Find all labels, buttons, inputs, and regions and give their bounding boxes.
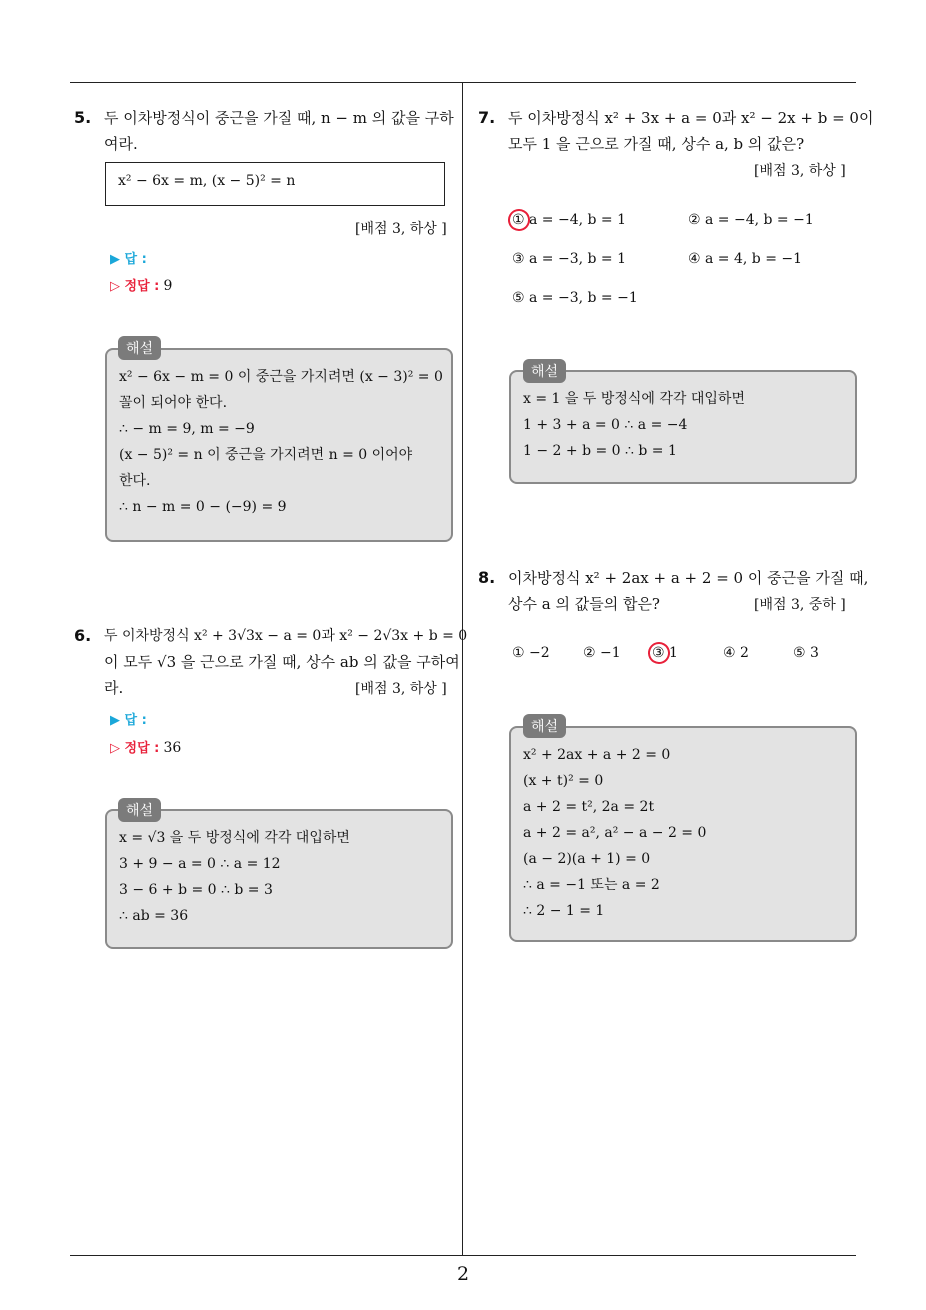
q8-choice-4[interactable]: ④ 2 [723,645,749,661]
q5-expl-line: 꼴이 되어야 한다. [119,395,228,411]
q6-expl-line: 3 + 9 − a = 0 ∴ a = 12 [119,856,281,872]
q7-selected-circle-icon [506,207,533,234]
q5-number: 5. [74,108,92,127]
q8-text-line2: 상수 a 의 값들의 합은? [508,595,660,613]
q6-expl-line: x = √3 을 두 방정식에 각각 대입하면 [119,830,350,846]
q6-expl-line: 3 − 6 + b = 0 ∴ b = 3 [119,882,273,898]
q5-expl-line: x² − 6x − m = 0 이 중근을 가지려면 (x − 3)² = 0 [119,369,443,385]
q7-text-line2: 모두 1 을 근으로 가질 때, 상수 a, b 의 값은? [508,135,805,153]
q5-explanation-tag: 해설 [118,336,161,360]
q6-text-line3: 라. [104,679,124,697]
q6-number: 6. [74,626,92,645]
q6-meta: [배점 3, 하상 ] [355,681,447,697]
q6-text-line1: 두 이차방정식 x² + 3√3x − a = 0과 x² − 2√3x + b = 0 [104,628,468,644]
q5-expl-line: ∴ n − m = 0 − (−9) = 9 [119,499,287,515]
q6-text-line2: 이 모두 √3 을 근으로 가질 때, 상수 ab 의 값을 구하여 [104,653,460,671]
q8-expl-line: (a − 2)(a + 1) = 0 [523,851,651,867]
q8-choice-1[interactable]: ① −2 [512,645,550,661]
q7-meta: [배점 3, 하상 ] [754,163,846,179]
q8-expl-line: a + 2 = a², a² − a − 2 = 0 [523,825,707,841]
q6-correct-value: 36 [163,740,182,756]
q5-condition-text: x² − 6x = m, (x − 5)² = n [118,173,296,189]
q8-choice-5[interactable]: ⑤ 3 [793,645,819,661]
q8-expl-line: a + 2 = t², 2a = 2t [523,799,655,815]
q5-meta: [배점 3, 하상 ] [355,221,447,237]
q7-number: 7. [478,108,496,127]
q5-text-line1: 두 이차방정식이 중근을 가질 때, n − m 의 값을 구하 [104,109,454,127]
q8-selected-circle-icon [646,640,673,667]
q6-correct-label: ▷ 정답 : [110,741,160,756]
q6-correct-answer [110,737,181,756]
q5-condition-box [105,162,445,206]
q7-expl-line: 1 − 2 + b = 0 ∴ b = 1 [523,443,677,459]
q5-explanation [105,348,453,542]
q7-text-line1: 두 이차방정식 x² + 3x + a = 0과 x² − 2x + b = 0이 [508,109,874,127]
q7-explanation [509,370,857,484]
q8-text-line1: 이차방정식 x² + 2ax + a + 2 = 0 이 중근을 가질 때, [508,569,869,587]
q5-expl-line: 한다. [119,473,151,489]
q5-text-line2: 여라. [104,135,138,153]
q6-explanation [105,809,453,949]
q7-choice-1[interactable]: ① a = −4, b = 1 [512,212,627,228]
q5-expl-line: (x − 5)² = n 이 중근을 가지려면 n = 0 이어야 [119,447,413,463]
q7-choice-3[interactable]: ③ a = −3, b = 1 [512,251,627,267]
page-number: 2 [456,1263,470,1285]
q8-choice-2[interactable]: ② −1 [583,645,621,661]
q7-expl-line: 1 + 3 + a = 0 ∴ a = −4 [523,417,688,433]
q8-meta: [배점 3, 중하 ] [754,597,846,613]
q8-choice-3[interactable]: ③ 1 [652,645,678,661]
q5-correct-label: ▷ 정답 : [110,279,160,294]
q8-expl-line: ∴ 2 − 1 = 1 [523,903,605,919]
q7-choice-2[interactable]: ② a = −4, b = −1 [688,212,814,228]
q5-expl-line: ∴ − m = 9, m = −9 [119,421,255,437]
bottom-rule [70,1255,856,1256]
q6-expl-line: ∴ ab = 36 [119,908,189,924]
q7-choice-5[interactable]: ⑤ a = −3, b = −1 [512,290,638,306]
q7-choice-4[interactable]: ④ a = 4, b = −1 [688,251,803,267]
q8-expl-line: ∴ a = −1 또는 a = 2 [523,877,660,893]
q6-answer-label: ▶ 답 : [110,713,147,728]
q8-explanation-tag: 해설 [523,714,566,738]
top-rule [70,82,856,83]
q8-expl-line: (x + t)² = 0 [523,773,604,789]
q7-explanation-tag: 해설 [523,359,566,383]
q5-correct-value: 9 [163,278,173,294]
q5-answer-label: ▶ 답 : [110,252,147,267]
column-divider [462,82,463,1255]
q5-correct-answer [110,275,172,294]
q6-explanation-tag: 해설 [118,798,161,822]
q7-expl-line: x = 1 을 두 방정식에 각각 대입하면 [523,391,745,407]
q8-number: 8. [478,568,496,587]
q8-explanation [509,726,857,942]
q8-expl-line: x² + 2ax + a + 2 = 0 [523,747,671,763]
